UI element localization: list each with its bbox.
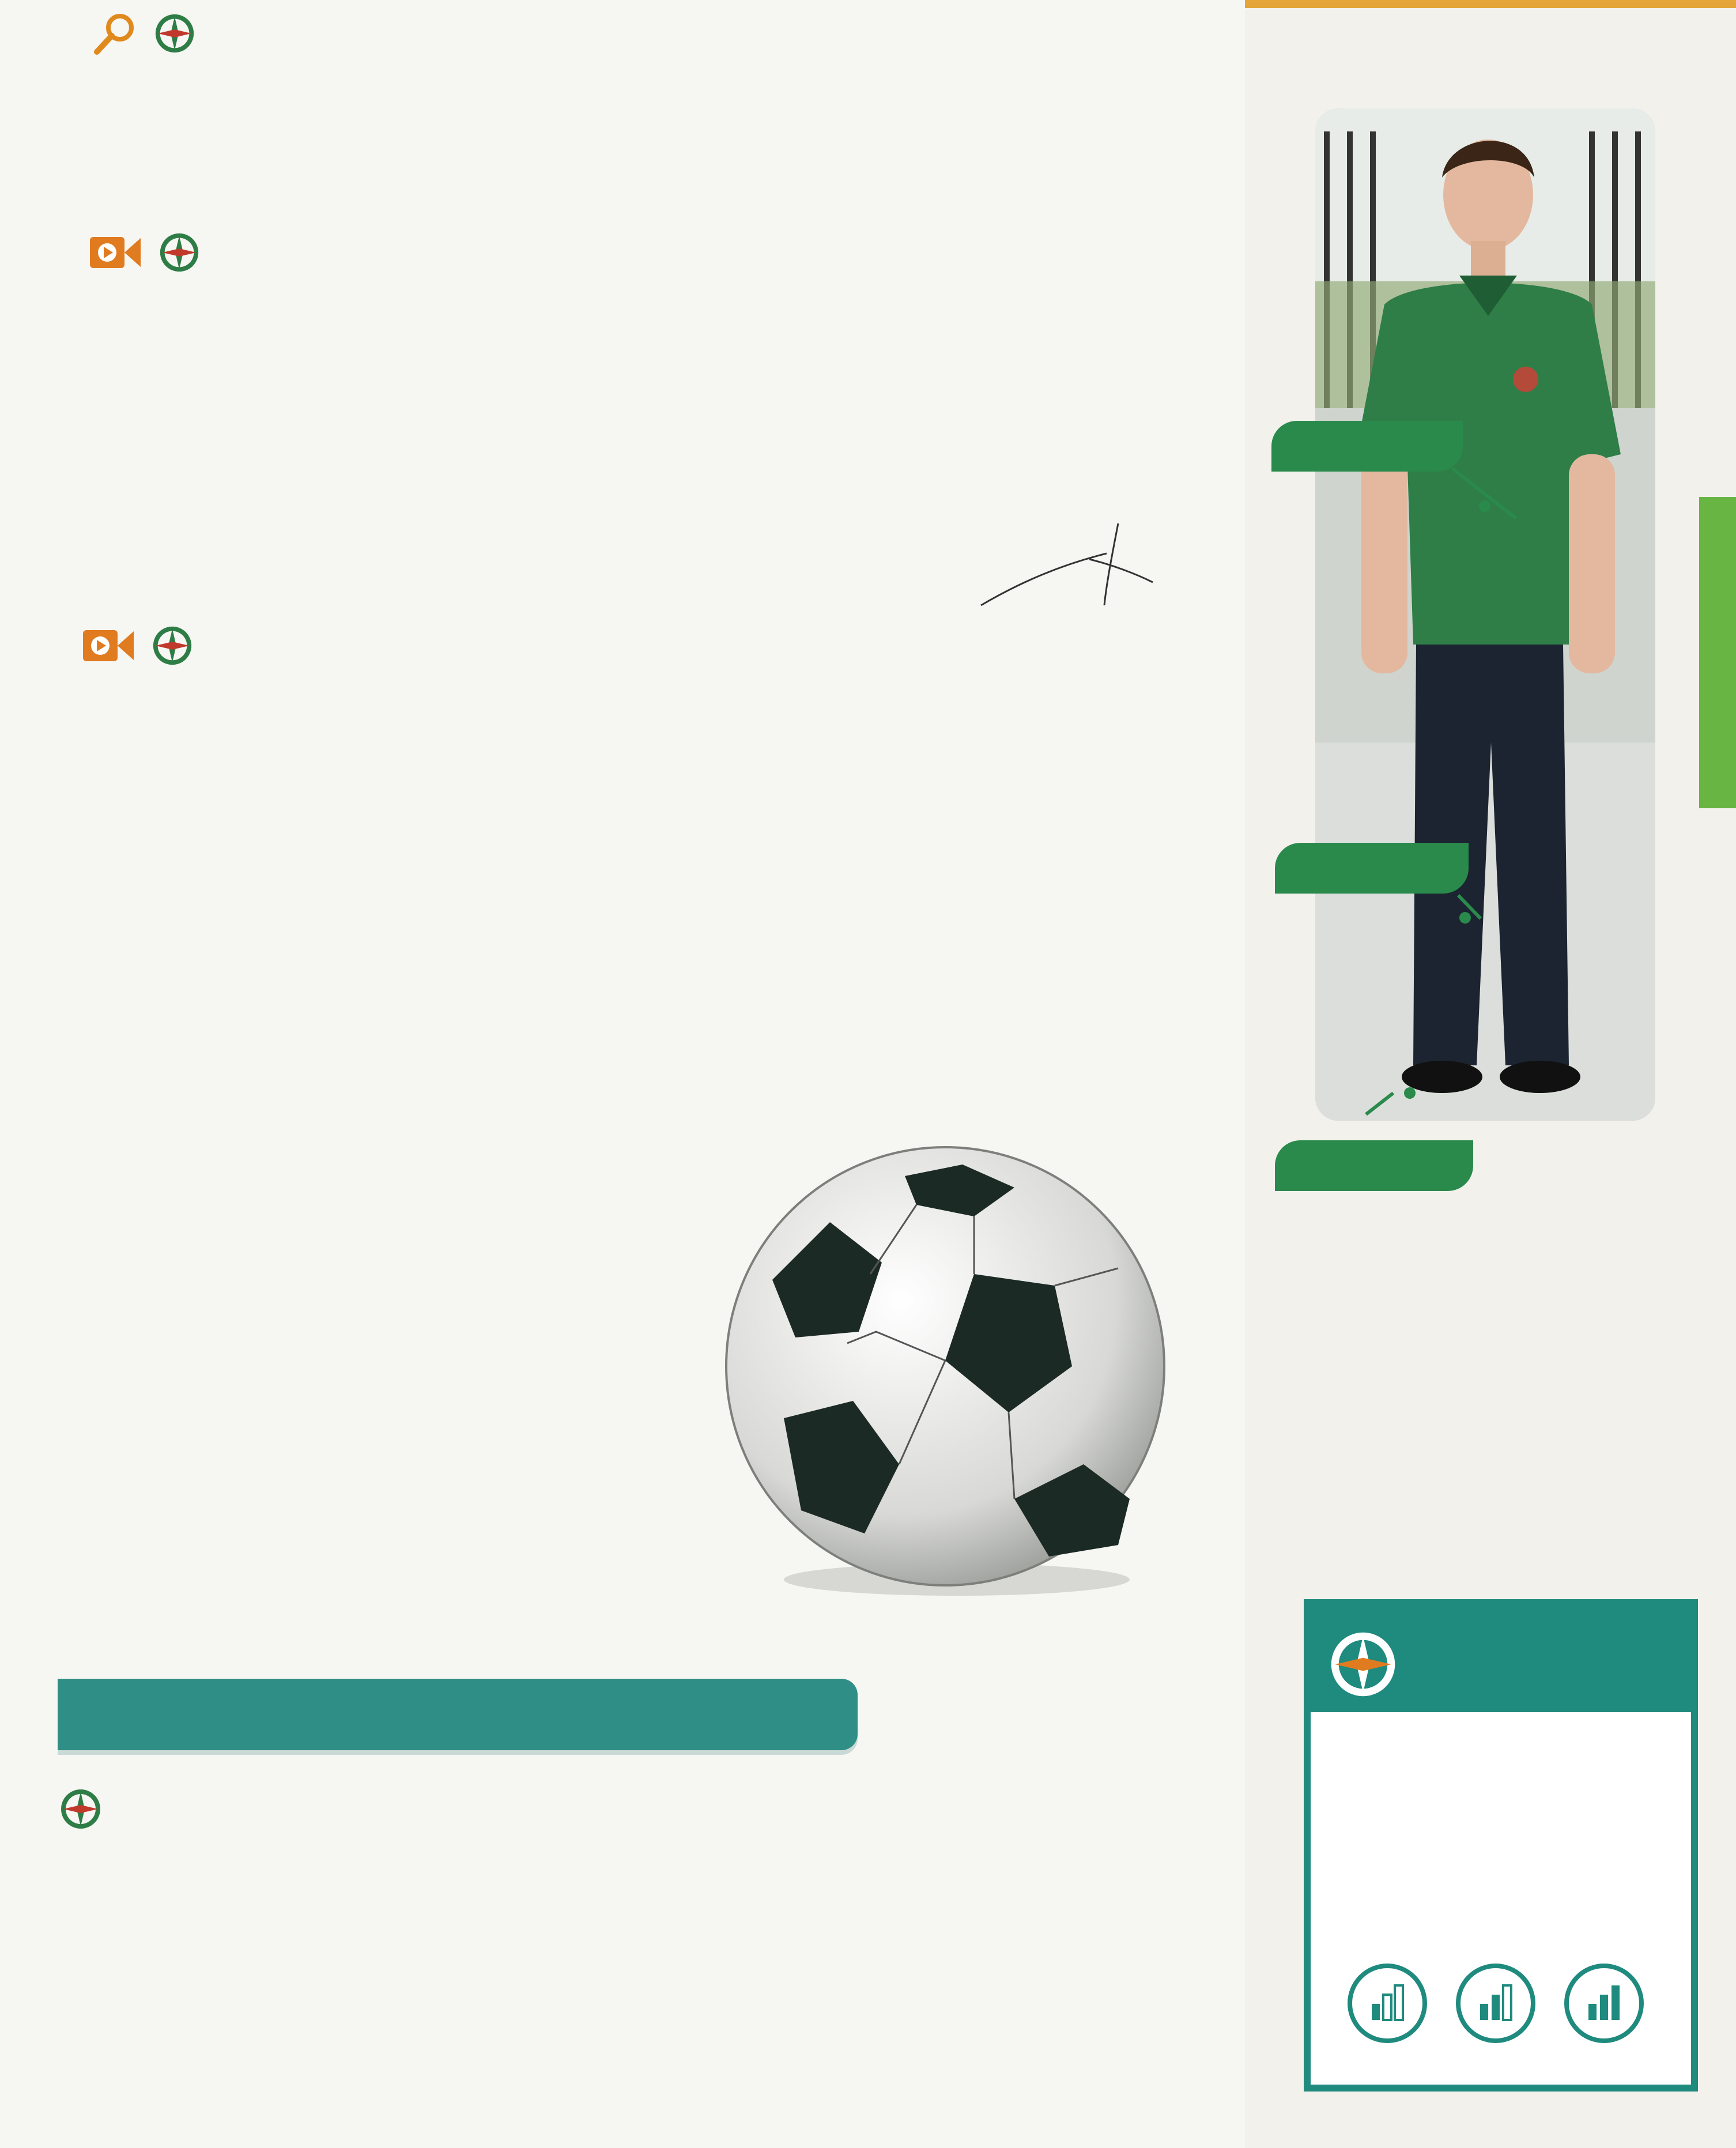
reflexion-banner bbox=[58, 1679, 858, 1750]
compass-icon bbox=[152, 11, 197, 66]
page-edge-tab bbox=[1699, 497, 1736, 808]
top-accent-strip bbox=[1245, 0, 1736, 8]
paso4-heading bbox=[81, 623, 195, 678]
compass-icon bbox=[58, 1786, 104, 1834]
compass-icon bbox=[1326, 1627, 1401, 1704]
video-icon bbox=[88, 232, 143, 282]
green-swatch bbox=[629, 493, 658, 522]
progress-level-2-icon[interactable] bbox=[1456, 1964, 1535, 2043]
label-pantalones bbox=[1275, 843, 1469, 894]
student-uniform-photo bbox=[1315, 108, 1655, 1121]
compass-icon bbox=[150, 623, 195, 678]
blue-swatch bbox=[629, 442, 658, 470]
soccer-ball-image bbox=[715, 1141, 1176, 1603]
video-icon bbox=[81, 625, 136, 676]
color-option-c bbox=[616, 537, 671, 579]
magnifier-icon bbox=[92, 10, 138, 66]
color-option-b bbox=[616, 485, 671, 527]
zapatos-leader-dot bbox=[1404, 1087, 1416, 1099]
progress-box bbox=[1304, 1599, 1698, 2092]
progress-level-1-icon[interactable] bbox=[1348, 1964, 1427, 2043]
pencil-mark bbox=[974, 519, 1164, 611]
black-swatch bbox=[629, 545, 658, 574]
label-zapatos bbox=[1275, 1140, 1473, 1191]
paso2-heading bbox=[92, 10, 197, 66]
pantalones-leader-dot bbox=[1459, 912, 1471, 924]
camisa-leader-dot bbox=[1479, 500, 1490, 512]
label-camisa bbox=[1271, 421, 1463, 472]
color-option-a bbox=[616, 434, 671, 476]
paso3-heading bbox=[88, 229, 202, 285]
compass-icon bbox=[157, 230, 202, 285]
progress-level-3-icon[interactable] bbox=[1564, 1964, 1644, 2043]
